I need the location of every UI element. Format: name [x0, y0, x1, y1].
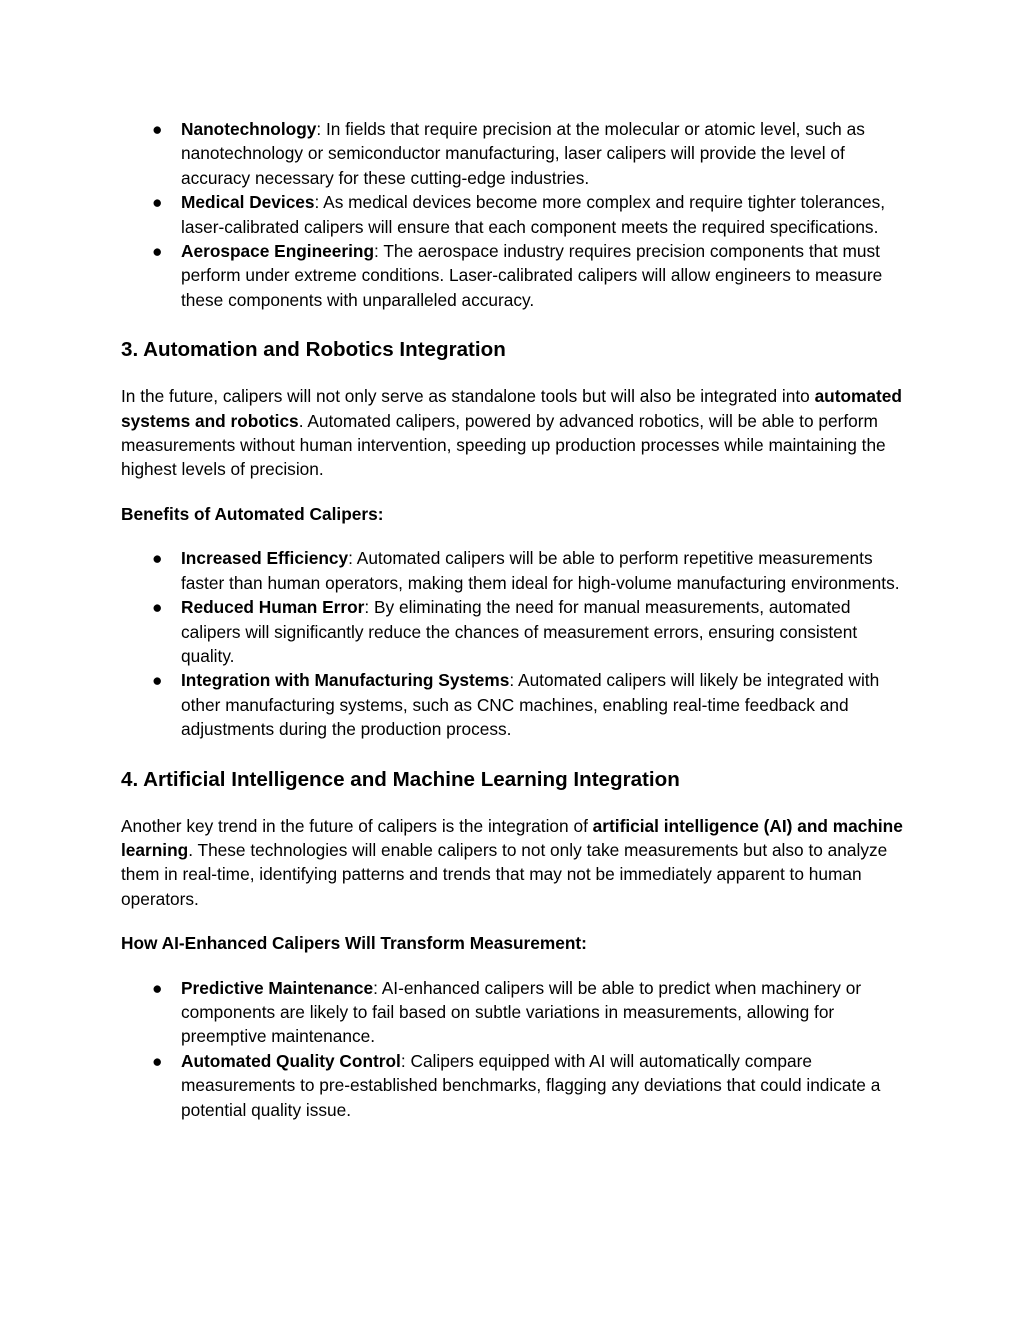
list-item: [121, 239, 911, 312]
benefits-list: [121, 546, 911, 741]
bullet-icon: ●: [152, 192, 163, 213]
list-item-text: : As medical devices become more complex and require tighter tolerances, laser-calibrated calipers will ensure that each component meets the required specifications.: [181, 192, 886, 237]
list-item: [121, 595, 911, 668]
list-item-term: Integration with Manufacturing Systems: [181, 670, 510, 691]
list-item-term: Nanotechnology: [181, 119, 317, 139]
list-item: [121, 1049, 911, 1122]
section-3-heading: 3. Automation and Robotics Integration: [121, 338, 506, 362]
list-item: [121, 117, 911, 190]
paragraph-bold-text: automated systems and robotics: [121, 386, 902, 431]
bullet-icon: ●: [152, 977, 163, 998]
section-4-heading: 4. Artificial Intelligence and Machine Learning Integration: [121, 767, 680, 791]
section-3-paragraph: [121, 384, 911, 482]
bullet-icon: ●: [152, 119, 163, 139]
document-page: [121, 117, 911, 1122]
section-4-subheading: How AI-Enhanced Calipers Will Transform Measurement:: [121, 933, 587, 954]
paragraph-text: . Automated calipers, powered by advanced robotics, will be able to perform measurements without human intervention, speeding up production processes while maintaining the highest levels of precision.: [121, 410, 886, 480]
bullet-icon: ●: [152, 670, 163, 691]
bullet-icon: ●: [152, 241, 163, 262]
list-item-text: : AI-enhanced calipers will be able to predict when machinery or components are likely to fail based on subtle variations in measurements, allowing for preemptive maintenance.: [181, 977, 862, 1047]
bullet-icon: ●: [152, 548, 163, 569]
paragraph-text: In the future, calipers will not only serve as standalone tools but will also be integrated into: [121, 386, 815, 407]
bullet-icon: ●: [152, 597, 163, 618]
list-item-text: : Automated calipers will likely be integrated with other manufacturing systems, such as CNC machines, enabling real-time feedback and adjustments during the production process.: [181, 670, 880, 740]
list-item: [121, 668, 911, 741]
list-item-text: : The aerospace industry requires precision components that must perform under extreme conditions. Laser-calibrated calipers will allow engineers to measure these components with unparalleled accuracy.: [181, 241, 883, 310]
list-item-term: Predictive Maintenance: [181, 977, 374, 998]
bullet-icon: ●: [152, 1050, 163, 1071]
list-item: [121, 976, 911, 1049]
list-item-term: Automated Quality Control: [181, 1050, 401, 1071]
list-item-text: : By eliminating the need for manual measurements, automated calipers will significantly reduce the chances of measurement errors, ensuring consistent quality.: [181, 597, 858, 666]
paragraph-text: Another key trend in the future of calipers is the integration of: [121, 815, 593, 836]
ai-benefits-list: [121, 976, 911, 1122]
list-item-text: : Calipers equipped with AI will automatically compare measurements to pre-established benchmarks, flagging any deviations that could indicate a potential quality issue.: [181, 1050, 881, 1120]
section-3-subheading: Benefits of Automated Calipers:: [121, 503, 384, 524]
list-item: [121, 190, 911, 239]
list-item-text: : In fields that require precision at the molecular or atomic level, such as nanotechnology or semiconductor manufacturing, laser calipers will provide the level of accuracy necessary for these cutting-edge industries.: [181, 119, 865, 188]
section-4-paragraph: [121, 814, 911, 912]
paragraph-text: . These technologies will enable calipers to not only take measurements but also to analyze them in real-time, identifying patterns and trends that may not be immediately apparent to human operators.: [121, 839, 888, 909]
list-item-text: : Automated calipers will be able to perform repetitive measurements faster than human operators, making them ideal for high-volume manufacturing environments.: [181, 548, 900, 593]
list-item-term: Reduced Human Error: [181, 597, 365, 618]
list-item-term: Aerospace Engineering: [181, 241, 375, 262]
list-item-term: Increased Efficiency: [181, 548, 349, 569]
paragraph-bold-text: artificial intelligence (AI) and machine learning: [121, 815, 903, 860]
list-item-term: Medical Devices: [181, 192, 315, 213]
applications-list: [121, 117, 911, 312]
list-item: [121, 546, 911, 595]
